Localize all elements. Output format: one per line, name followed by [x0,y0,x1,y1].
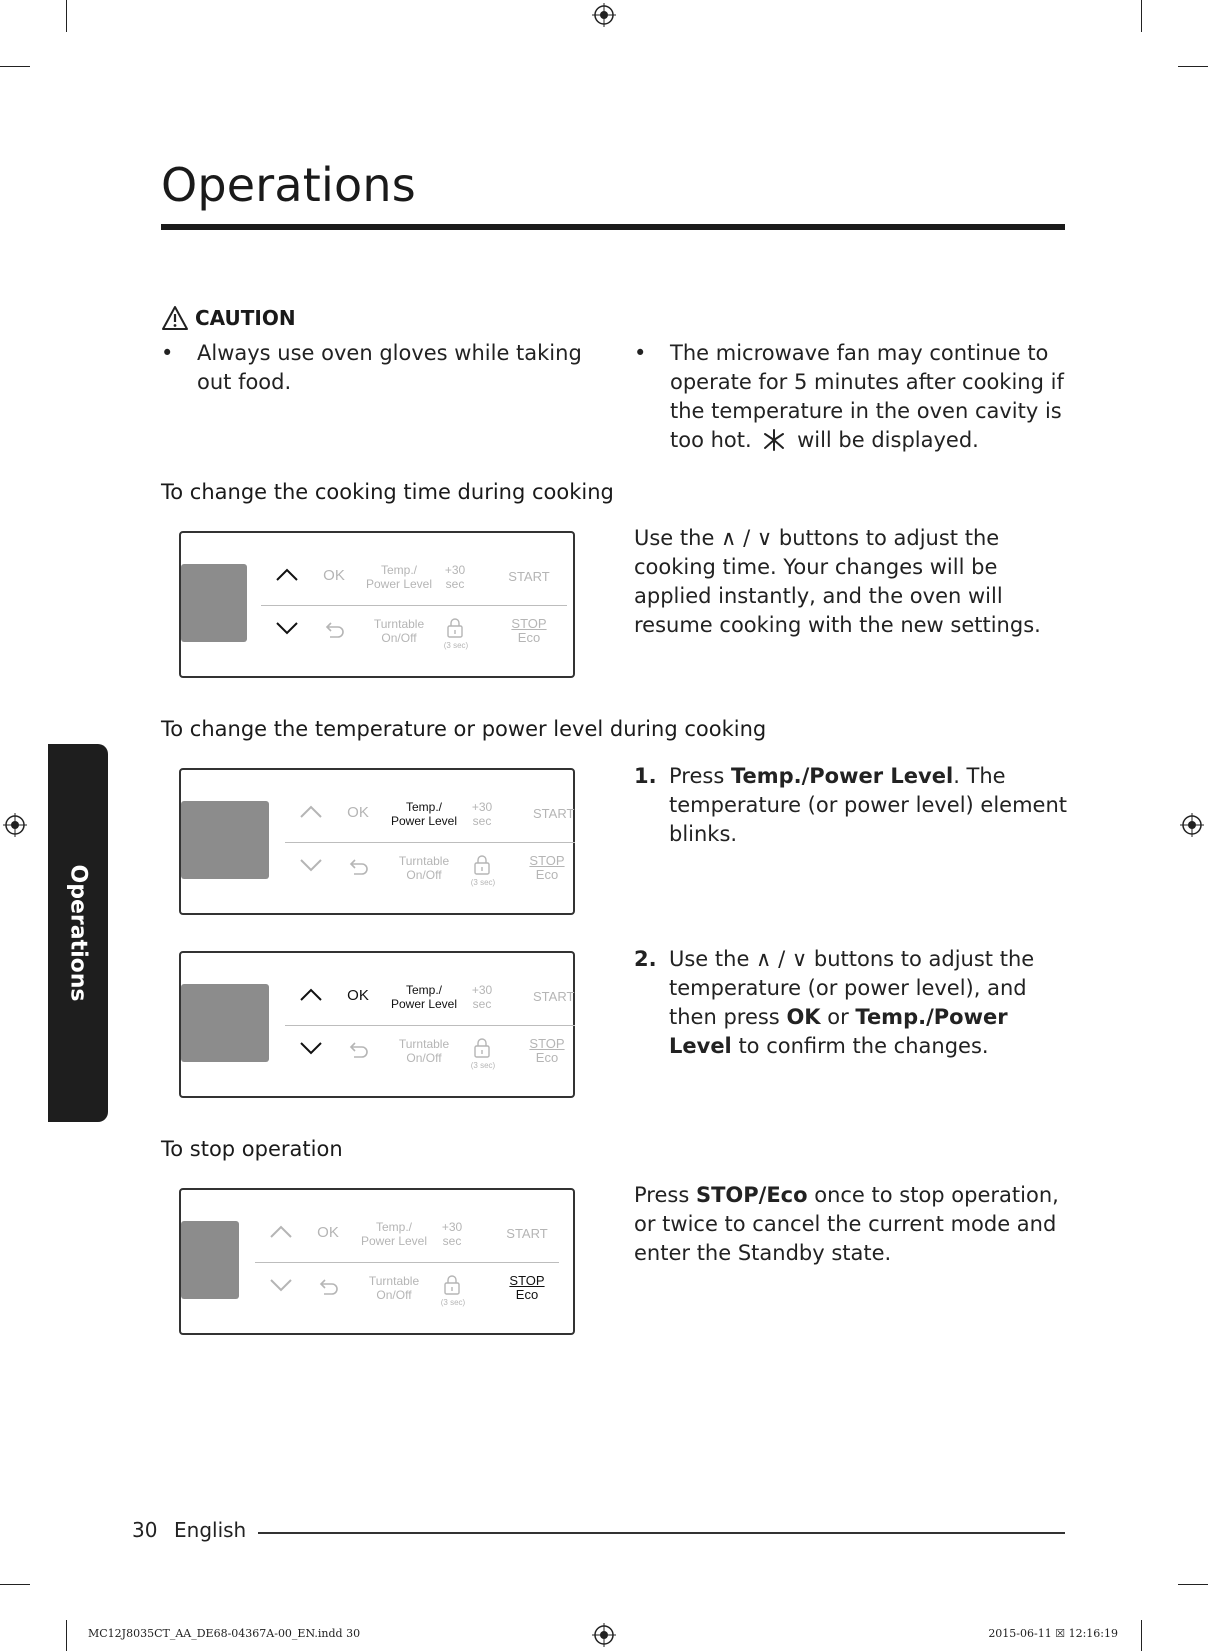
up-arrow-icon[interactable] [269,1223,293,1239]
panel-divider [261,605,567,606]
turntable-label-1: Turntable [398,1037,450,1051]
step-number: 2. [634,947,657,971]
stop-eco-button[interactable] [497,1274,557,1302]
stop-eco-button[interactable] [519,854,575,882]
crop-mark [1178,1584,1208,1585]
lock-hint: (3 sec) [440,1298,466,1307]
stop-label: STOP [529,1036,565,1051]
start-button[interactable]: START [508,569,550,584]
temp-power-button[interactable] [389,800,459,828]
lock-hint: (3 sec) [470,878,496,887]
plus30-label-2: sec [472,814,492,828]
fan-icon [762,429,786,451]
turntable-label-2: On/Off [381,631,417,645]
panel-display [181,564,247,642]
eco-label: Eco [515,1287,539,1302]
footer-language: English [174,1518,247,1542]
caution-label: CAUTION [195,306,296,330]
change-time-text: Use the ∧ / ∨ buttons to adjust the cooking time. Your changes will be applied instantly, and the oven will resume cooking with the new settings. [634,526,1041,637]
turntable-button[interactable] [359,1274,429,1302]
lock-icon[interactable] [443,1275,461,1295]
stop-text-part: once to stop operation, or twice to cancel the current mode and enter the Standby state. [634,1183,1059,1265]
step-bold: Temp./Power Level [669,1005,1008,1058]
turntable-label-1: Turntable [373,617,425,631]
temp-power-button[interactable] [364,563,434,591]
panel-display [181,984,269,1062]
section-heading-change-temp: To change the temperature or power level during cooking [161,717,767,741]
footer-rule [258,1532,1065,1534]
plus30-label-2: sec [445,577,465,591]
stop-bold: STOP/Eco [695,1183,808,1207]
plus30-label-2: sec [442,1234,462,1248]
lock-icon[interactable] [446,618,464,638]
temp-label-1: Temp./ [380,563,417,577]
temp-power-button[interactable] [359,1220,429,1248]
ok-button[interactable]: OK [323,567,345,584]
eco-label: Eco [535,1050,559,1065]
title-rule [161,224,1065,230]
crop-mark [0,66,30,67]
back-icon[interactable] [346,1041,370,1061]
ok-button[interactable]: OK [317,1224,339,1241]
temp-label-1: Temp./ [375,1220,412,1234]
up-arrow-icon[interactable] [299,986,323,1002]
start-button[interactable]: START [533,990,575,1004]
panel-divider [285,842,575,843]
eco-label: Eco [517,630,541,645]
plus30-label-1: +30 [471,983,493,997]
temp-label-1: Temp./ [405,983,442,997]
eco-label: Eco [535,867,559,882]
down-arrow-icon[interactable] [299,858,323,874]
print-slug-date: 2015-06-11 ☒ 12:16:19 [988,1627,1118,1640]
down-arrow-icon[interactable] [299,1041,323,1057]
temp-label-2: Power Level [360,1234,428,1248]
caution-item-text: Always use oven gloves while taking out food. [197,341,582,394]
temp-label-2: Power Level [390,814,458,828]
panel-divider [255,1262,559,1263]
control-panel [179,768,575,915]
step-text: Press [669,764,731,788]
back-icon[interactable] [322,621,346,641]
plus30-label-1: +30 [444,563,466,577]
turntable-label-2: On/Off [406,868,442,882]
plus30-label-1: +30 [441,1220,463,1234]
caution-item-text: will be displayed. [797,428,979,452]
stop-label: STOP [511,616,547,631]
step-bold: OK [786,1005,821,1029]
crop-mark [0,1584,30,1585]
page-number: 30 [132,1518,158,1542]
crop-mark [1178,66,1208,67]
step-number: 1. [634,764,657,788]
step-text: Use the ∧ / ∨ buttons to adjust the temperature (or power level), and then press [669,947,1035,1029]
up-arrow-icon[interactable] [299,803,323,819]
turntable-label-1: Turntable [398,854,450,868]
bullet-dot: • [161,341,174,365]
plus30-button[interactable] [467,800,497,828]
page-title: Operations [161,158,416,212]
plus30-button[interactable] [440,563,470,591]
turntable-button[interactable] [389,854,459,882]
step-text: . The temperature (or power level) element blinks. [669,764,1068,846]
lock-icon[interactable] [473,855,491,875]
back-icon[interactable] [346,858,370,878]
stop-label: STOP [529,853,565,868]
step-text: or [820,1005,856,1029]
turntable-label-2: On/Off [376,1288,412,1302]
panel-divider [285,1025,575,1026]
step-text: to confirm the changes. [731,1034,989,1058]
stop-eco-button[interactable] [519,1037,575,1065]
control-panel [179,951,575,1098]
registration-mark-icon [592,1623,616,1647]
registration-mark-icon [3,813,27,837]
stop-text [634,1181,1074,1268]
back-icon[interactable] [316,1278,340,1298]
crop-mark [66,1620,67,1651]
plus30-label-1: +30 [471,800,493,814]
plus30-label-2: sec [472,997,492,1011]
start-button[interactable]: START [506,1226,548,1241]
temp-power-button[interactable] [389,983,459,1011]
control-panel [179,531,575,678]
crop-mark [1141,1620,1142,1651]
stop-text-part: Press [634,1183,696,1207]
crop-mark [1141,0,1142,32]
lock-icon[interactable] [473,1038,491,1058]
print-slug-file: MC12J8035CT_AA_DE68-04367A-00_EN.indd 30 [88,1627,361,1640]
plus30-button[interactable] [437,1220,467,1248]
turntable-button[interactable] [389,1037,459,1065]
ok-button[interactable]: OK [347,987,369,1004]
section-heading-change-time: To change the cooking time during cooking [161,480,614,504]
crop-mark [66,0,67,32]
temp-label-2: Power Level [390,997,458,1011]
up-arrow-icon[interactable] [275,566,299,582]
lock-hint: (3 sec) [470,1061,496,1070]
turntable-label-2: On/Off [406,1051,442,1065]
down-arrow-icon[interactable] [275,621,299,637]
lock-hint: (3 sec) [443,641,469,650]
step-bold: Temp./Power Level [730,764,954,788]
down-arrow-icon[interactable] [269,1278,293,1294]
turntable-label-1: Turntable [368,1274,420,1288]
warning-icon [161,305,189,331]
caution-heading [161,305,296,331]
turntable-button[interactable] [364,617,434,645]
section-heading-stop: To stop operation [161,1137,343,1161]
panel-display [181,801,269,879]
temp-label-2: Power Level [365,577,433,591]
bullet-dot: • [634,341,647,365]
control-panel [179,1188,575,1335]
temp-label-1: Temp./ [405,800,442,814]
caution-item-text: The microwave fan may continue to operate for 5 minutes after cooking if the temperature in the oven cavity is too hot. [670,341,1064,452]
stop-label: STOP [509,1273,545,1288]
side-tab-label: Operations [65,864,91,1002]
start-button[interactable]: START [533,807,575,821]
plus30-button[interactable] [467,983,497,1011]
panel-display [181,1221,239,1299]
registration-mark-icon [1180,813,1204,837]
registration-mark-icon [592,3,616,27]
ok-button[interactable]: OK [347,804,369,821]
stop-eco-button[interactable] [499,617,559,645]
